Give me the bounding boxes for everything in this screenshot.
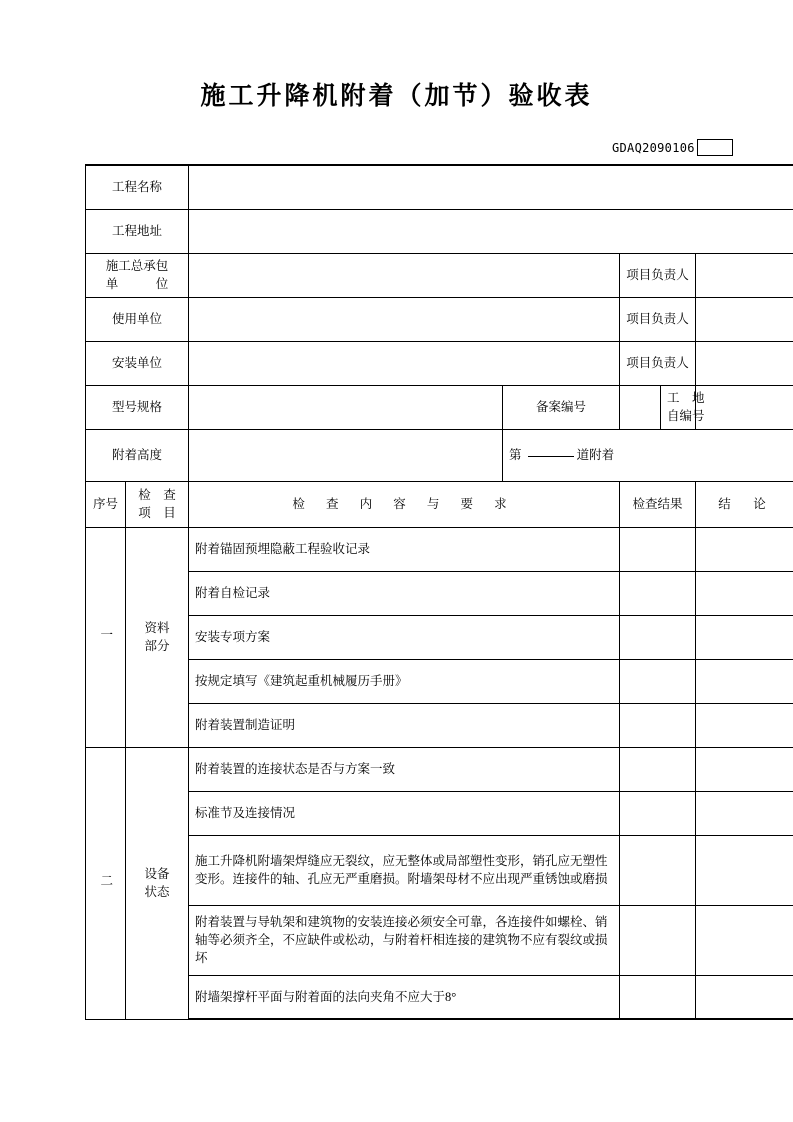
table-row-inspection-item (86, 659, 793, 703)
label-project-name: 工程名称 (86, 165, 189, 209)
item-content: 按规定填写《建筑起重机械履历手册》 (189, 659, 620, 703)
section-seq-2 (86, 747, 126, 1019)
value-install-unit[interactable] (189, 341, 620, 385)
acceptance-form-table (85, 164, 793, 1020)
item-conclusion[interactable] (696, 527, 793, 571)
form-code-box[interactable] (697, 139, 733, 156)
section-category-1-line2: 部分 (144, 639, 170, 653)
label-using-unit-manager: 项目负责人 (620, 297, 696, 341)
table-row-inspection-item (86, 747, 793, 791)
section-category-1 (126, 527, 189, 747)
label-contractor-manager: 项目负责人 (620, 253, 696, 297)
item-content: 标准节及连接情况 (189, 791, 620, 835)
table-row-attach-height (86, 429, 793, 481)
value-using-unit[interactable] (189, 297, 620, 341)
value-site-number[interactable] (696, 385, 793, 429)
table-row-project-address (86, 209, 793, 253)
value-project-name[interactable] (189, 165, 793, 209)
header-item-line2: 项 目 (138, 506, 176, 520)
section-seq-1-text: 一 (98, 628, 113, 641)
header-seq: 序号 (86, 481, 126, 527)
item-conclusion[interactable] (696, 703, 793, 747)
value-project-address[interactable] (189, 209, 793, 253)
value-contractor-manager[interactable] (696, 253, 793, 297)
item-conclusion[interactable] (696, 571, 793, 615)
item-content: 附着装置与导轨架和建筑物的安装连接必须安全可靠，各连接件如螺栓、销轴等必须齐全，不应缺件或松动，与附着杆相连接的建筑物不应有裂纹或损坏 (189, 905, 620, 975)
label-project-address: 工程地址 (86, 209, 189, 253)
section-category-2-line2: 状态 (144, 885, 170, 899)
item-conclusion[interactable] (696, 791, 793, 835)
item-content: 附墙架撑杆平面与附着面的法向夹角不应大于8° (189, 975, 620, 1019)
header-item-line1: 检 查 (138, 487, 176, 502)
value-model-spec[interactable] (189, 385, 503, 429)
form-code-group (612, 139, 733, 157)
item-content: 附着装置的连接状态是否与方案一致 (189, 747, 620, 791)
table-row-inspection-item (86, 615, 793, 659)
item-content: 安装专项方案 (189, 615, 620, 659)
header-result: 检查结果 (620, 481, 696, 527)
label-attach-height: 附着高度 (86, 429, 189, 481)
item-conclusion[interactable] (696, 835, 793, 905)
table-row-inspection-item (86, 975, 793, 1019)
label-record-number: 备案编号 (503, 385, 620, 429)
item-result[interactable] (620, 703, 696, 747)
table-row-inspection-item (86, 703, 793, 747)
item-content: 附着装置制造证明 (189, 703, 620, 747)
item-result[interactable] (620, 835, 696, 905)
value-using-unit-manager[interactable] (696, 297, 793, 341)
label-install-unit: 安装单位 (86, 341, 189, 385)
table-row-inspection-item (86, 791, 793, 835)
item-conclusion[interactable] (696, 975, 793, 1019)
label-site-number-line1: 工 地 (667, 390, 705, 405)
item-conclusion[interactable] (696, 905, 793, 975)
table-row-inspection-item (86, 527, 793, 571)
value-attach-height[interactable] (189, 429, 503, 481)
label-general-contractor-line1: 施工总承包 (105, 258, 169, 273)
item-conclusion[interactable] (696, 659, 793, 703)
attach-order-input[interactable] (528, 456, 574, 457)
table-row-install-unit (86, 341, 793, 385)
item-content: 施工升降机附墙架焊缝应无裂纹，应无整体或局部塑性变形，销孔应无塑性变形。连接件的轴、孔应无严重磨损。附墙架母材不应出现严重锈蚀或磨损 (189, 835, 620, 905)
item-result[interactable] (620, 571, 696, 615)
form-code-text: GDAQ2090106 (612, 141, 695, 155)
item-result[interactable] (620, 747, 696, 791)
label-install-unit-manager: 项目负责人 (620, 341, 696, 385)
label-general-contractor (86, 253, 189, 297)
header-content: 检 查 内 容 与 要 求 (189, 481, 620, 527)
item-content: 附着锚固预埋隐蔽工程验收记录 (189, 527, 620, 571)
label-using-unit: 使用单位 (86, 297, 189, 341)
table-row-inspection-item (86, 835, 793, 905)
item-result[interactable] (620, 905, 696, 975)
page-title: 施工升降机附着（加节）验收表 (200, 81, 593, 110)
item-result[interactable] (620, 615, 696, 659)
label-site-number (661, 385, 705, 429)
table-row-using-unit (86, 297, 793, 341)
section-category-2-line1: 设备 (144, 866, 170, 881)
item-result[interactable] (620, 791, 696, 835)
attach-order-suffix: 道附着 (576, 447, 615, 462)
value-install-unit-manager[interactable] (696, 341, 793, 385)
item-conclusion[interactable] (696, 615, 793, 659)
attach-order-field (503, 429, 793, 481)
table-row-inspection-item (86, 571, 793, 615)
label-general-contractor-line2: 单 位 (105, 277, 169, 291)
section-seq-1 (86, 527, 126, 747)
table-row-general-contractor (86, 253, 793, 297)
header-conclusion: 结 论 (696, 481, 793, 527)
value-record-number[interactable] (620, 385, 661, 429)
label-model-spec: 型号规格 (86, 385, 189, 429)
item-result[interactable] (620, 975, 696, 1019)
item-result[interactable] (620, 527, 696, 571)
item-content: 附着自检记录 (189, 571, 620, 615)
label-site-number-line2: 自编号 (667, 409, 705, 423)
table-row-inspection-item (86, 905, 793, 975)
section-seq-2-text: 二 (98, 874, 113, 887)
item-result[interactable] (620, 659, 696, 703)
table-row-inspection-header (86, 481, 793, 527)
value-general-contractor[interactable] (189, 253, 620, 297)
item-conclusion[interactable] (696, 747, 793, 791)
header-item (126, 481, 189, 527)
table-row-project-name (86, 165, 793, 209)
section-category-1-line1: 资料 (144, 620, 170, 635)
table-row-model-spec (86, 385, 793, 429)
section-category-2 (126, 747, 189, 1019)
attach-order-prefix: 第 (509, 447, 522, 462)
